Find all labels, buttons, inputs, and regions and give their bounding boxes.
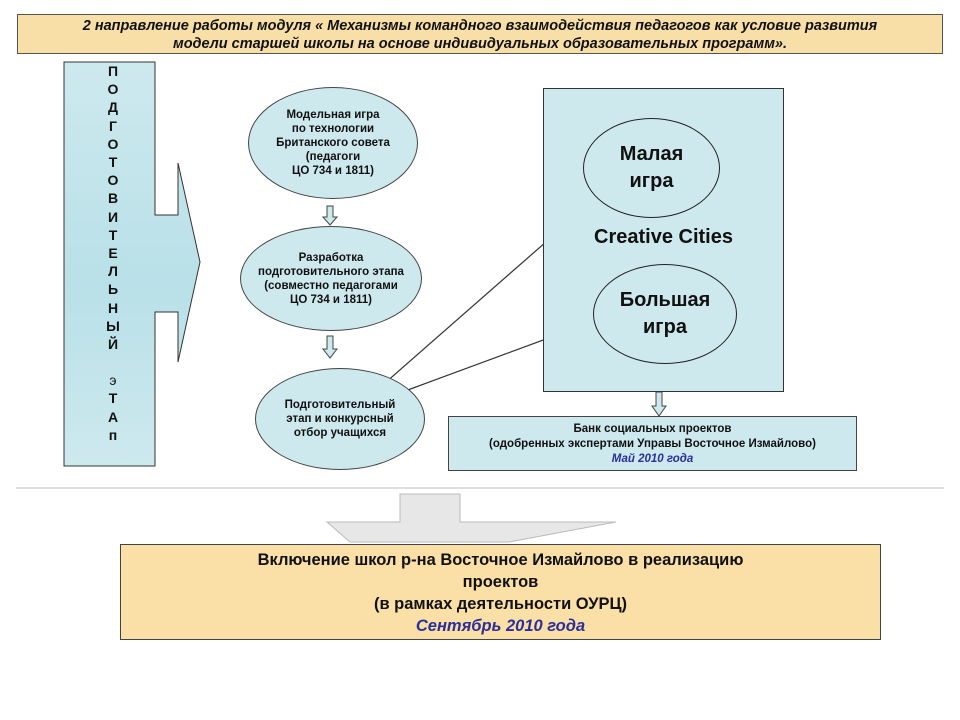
big-game-ellipse	[593, 264, 737, 364]
stage-letter: Н	[107, 299, 119, 316]
stage-letter: О	[107, 135, 119, 152]
small-game-line: Малая	[619, 143, 684, 165]
bank-date: Май 2010 года	[611, 453, 694, 465]
stage-letter: Л	[108, 263, 118, 280]
stage-letter: Д	[108, 99, 118, 116]
small-game-ellipse	[583, 118, 720, 218]
stage-letter: Т	[108, 226, 118, 243]
down-arrow-1	[323, 206, 337, 225]
stage-arrow-shape	[64, 62, 200, 466]
stage-letter: И	[107, 208, 119, 225]
creative-cities-label: Creative Cities	[594, 226, 733, 248]
stage-letter: э	[109, 372, 117, 389]
step3-line: этап и конкурсный	[286, 413, 394, 425]
down-arrow-bank	[652, 392, 666, 416]
project-bank-box	[448, 416, 857, 471]
big-game-line: игра	[643, 316, 687, 338]
stage-letter: О	[107, 172, 119, 189]
result-line-1: Включение школ р-на Восточное Измайлово в реализацию	[257, 551, 744, 569]
stage-letter: Й	[107, 336, 119, 353]
small-game-line: игра	[629, 170, 674, 192]
step1-line: по технологии	[291, 123, 375, 135]
stage-letter: В	[107, 190, 119, 207]
step1-line: Британского совета	[276, 137, 390, 149]
result-arrow-shape	[327, 494, 616, 542]
step3-line: отбор учащихся	[293, 427, 387, 439]
result-line-2: проектов	[462, 573, 539, 591]
bank-line-1: Банк социальных проектов	[573, 423, 732, 435]
stage-letter: Е	[108, 245, 118, 262]
step3-line: Подготовительный	[284, 399, 396, 411]
stage-vertical-label	[100, 62, 126, 444]
stage-letter: Т	[108, 154, 118, 171]
result-date: Сентябрь 2010 года	[415, 617, 586, 635]
stage-letter: Ы	[106, 317, 120, 334]
result-box	[120, 544, 881, 640]
step-model-game	[248, 87, 418, 199]
stage-letter: Ь	[107, 281, 119, 298]
stage-letter: Г	[109, 117, 117, 134]
step-selection	[255, 368, 425, 470]
step2-line: подготовительного этапа	[258, 265, 404, 278]
stage-letter: А	[107, 408, 119, 425]
stage-letter: Т	[108, 390, 118, 407]
stage-letter: п	[108, 426, 118, 443]
step2-line: Разработка	[298, 251, 364, 264]
stage-letter: П	[107, 63, 119, 79]
step1-line: Модельная игра	[286, 109, 380, 121]
down-arrow-2	[323, 336, 337, 358]
stage-letter: О	[107, 81, 119, 98]
step2-line: (совместно педагогами	[264, 279, 398, 292]
step1-line: ЦО 734 и 1811)	[292, 165, 374, 177]
step1-line: (педагоги	[305, 151, 361, 163]
bank-line-2: (одобренных экспертами Управы Восточное Измайлово)	[489, 438, 816, 450]
big-game-line: Большая	[619, 289, 711, 311]
stage-letter	[100, 353, 126, 371]
step2-line: ЦО 734 и 1811)	[290, 293, 372, 306]
title-line-2: модели старшей школы на основе индивидуальных образовательных программ».	[172, 36, 788, 52]
step-preparatory-development	[240, 226, 422, 331]
result-line-3: (в рамках деятельности ОУРЦ)	[373, 595, 628, 613]
title-line-1: 2 направление работы модуля « Механизмы командного взаимодействия педагогов как условие развития	[82, 18, 878, 34]
